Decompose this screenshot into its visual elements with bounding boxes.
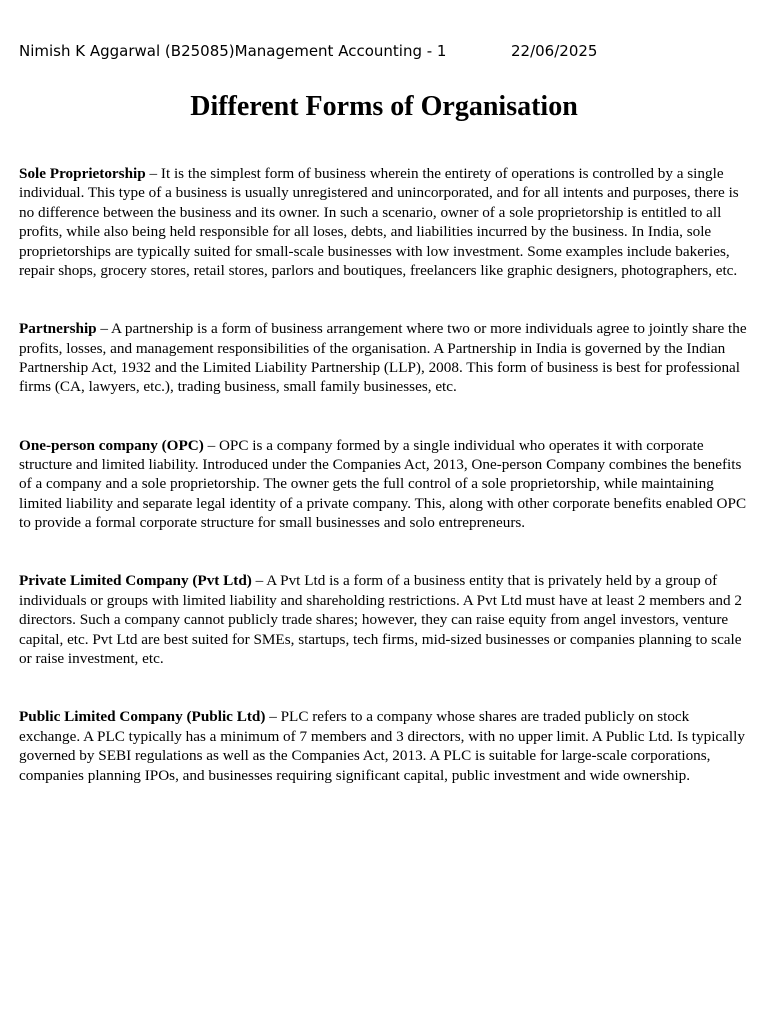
section-term: Private Limited Company (Pvt Ltd) <box>19 572 252 590</box>
section-term: Partnership <box>19 320 97 338</box>
section-separator: – <box>265 708 281 726</box>
section-text: It is the simplest form of business wherein the entirety of operations is controlled by a single individual. This type of a business is usually unregistered and unincorporated, and for all intents and purposes, there is no difference between the business and its owner. In such a scenario, owner of a sole proprietorship is entitled to all profits, while also being held responsible for all loses, debts, and liabilities incurred by the business. In India, sole proprietorships are typically suited for small-scale businesses with low investment. Some examples include bakeries, repair shops, grocery stores, retail stores, parlors and boutiques, freelancers like graphic designers, photographers, etc. <box>19 165 739 280</box>
section-one-person-company <box>19 436 750 533</box>
page-title: Different Forms of Organisation <box>190 91 578 122</box>
section-term: Sole Proprietorship <box>19 165 146 182</box>
section-text: OPC is a company formed by a single individual who operates it with corporate structure and limited liability. Introduced under the Companies Act, 2013, One-person Company combines the benefits of a company and a sole proprietorship. The owner gets the full control of a sole proprietorship, while maintaining limited liability and separate legal identity of a private company. This, along with other corporate benefits enabled OPC to provide a formal corporate structure for small businesses and solo entrepreneurs. <box>19 436 747 532</box>
section-separator: – <box>251 572 267 590</box>
header-date: 22/06/2025 <box>511 42 598 60</box>
section-public-limited-company <box>19 707 750 785</box>
section-text: A Pvt Ltd is a form of a business entity that is privately held by a group of individuals or groups with limited liability and shareholding restrictions. A Pvt Ltd must have at least 2 members and 2 directors. Such a company cannot publicly trade shares; however, they can raise equity from angel investors, venture capital, etc. Pvt Ltd are best suited for SMEs, startups, tech firms, mid-sized businesses or companies planning to scale or raise investment, etc. <box>19 572 742 668</box>
document-body <box>19 164 750 824</box>
section-text: PLC refers to a company whose shares are traded publicly on stock exchange. A PLC typically has a minimum of 7 members and 3 directors, with no upper limit. A Public Ltd. Is typically governed by SEBI regulations as well as the Companies Act, 2013. A PLC is suitable for large-scale corporations, companies planning IPOs, and businesses requiring significant capital, public investment and wide ownership. <box>19 708 745 784</box>
section-separator: – <box>96 320 111 338</box>
section-term: One-person company (OPC) <box>19 436 204 454</box>
section-term: Public Limited Company (Public Ltd) <box>19 708 266 726</box>
section-separator: – <box>145 165 161 182</box>
section-sole-proprietorship <box>19 164 750 280</box>
section-separator: – <box>203 436 219 454</box>
header-author-course: Nimish K Aggarwal (B25085)Management Accounting - 1 <box>19 42 447 60</box>
section-text: A partnership is a form of business arrangement where two or more individuals agree to jointly share the profits, losses, and management responsibilities of the organisation. A Partnership in India is governed by the Indian Partnership Act, 1932 and the Limited Liability Partnership (LLP), 2008. This form of business is best for professional firms (CA, lawyers, etc.), trading business, small family businesses, etc. <box>19 320 747 396</box>
page-header <box>19 41 749 61</box>
section-partnership <box>19 319 750 397</box>
section-private-limited-company <box>19 571 750 668</box>
